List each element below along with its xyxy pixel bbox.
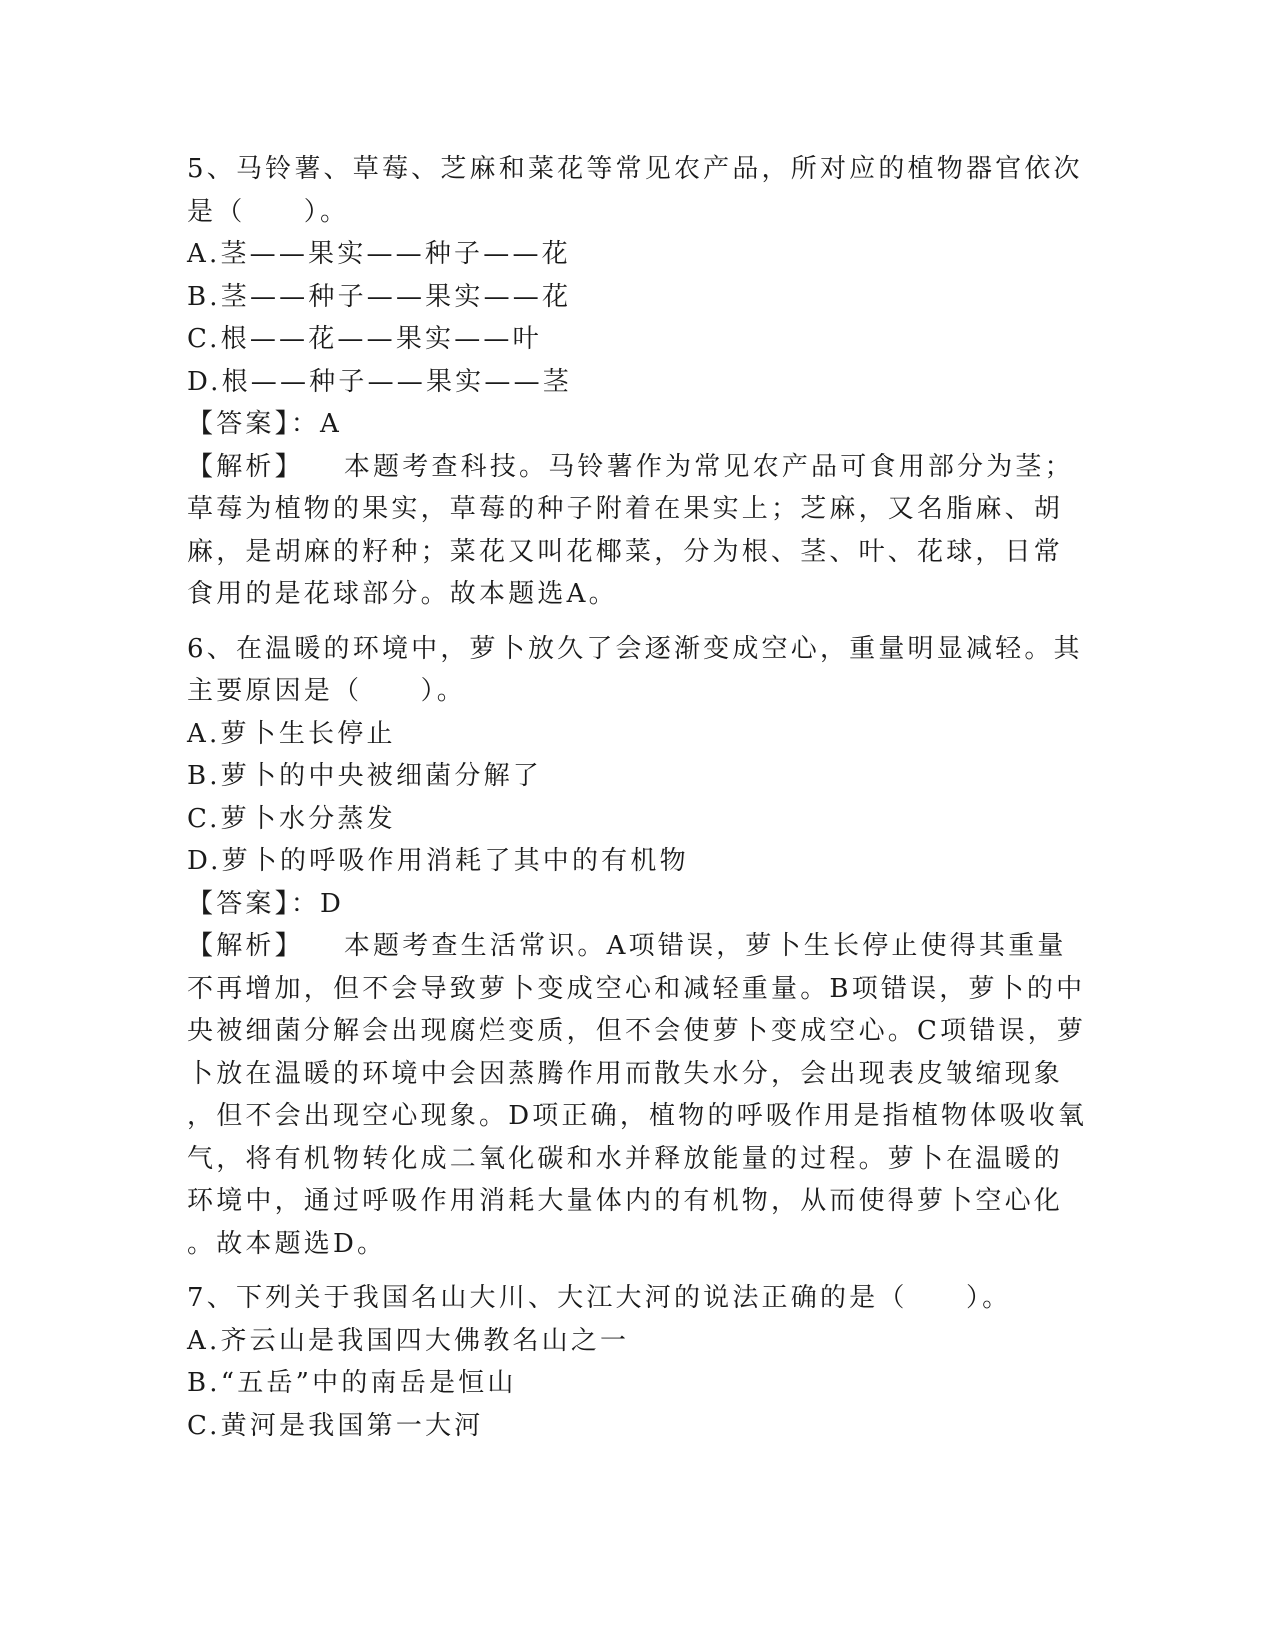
analysis-line bbox=[187, 925, 1087, 968]
option-b: B.萝卜的中央被细菌分解了 bbox=[187, 761, 542, 791]
option-b: B.“五岳”中的南岳是恒山 bbox=[187, 1368, 517, 1398]
analysis-line: 央被细菌分解会出现腐烂变质，但不会使萝卜变成空心。C项错误，萝 bbox=[187, 1016, 1087, 1046]
answer-value: ：D bbox=[290, 888, 345, 919]
option-d: D.萝卜的呼吸作用消耗了其中的有机物 bbox=[187, 846, 689, 876]
analysis-label: 【解析】 bbox=[187, 451, 304, 482]
analysis-text: 本题考查科技。马铃薯作为常见农产品可食用部分为茎； bbox=[343, 451, 1074, 482]
analysis-line: 卜放在温暖的环境中会因蒸腾作用而散失水分，会出现表皮皱缩现象 bbox=[187, 1058, 1064, 1089]
option-c: C.萝卜水分蒸发 bbox=[187, 803, 396, 834]
analysis-label: 【解析】 bbox=[187, 931, 304, 961]
option-a: A.齐云山是我国四大佛教名山之一 bbox=[187, 1325, 630, 1356]
option-d: D.根——种子——果实——茎 bbox=[187, 366, 572, 397]
question-stem-line: 是（ ）。 bbox=[187, 196, 350, 227]
analysis-line: 食用的是花球部分。故本题选A。 bbox=[187, 579, 618, 609]
page-content bbox=[187, 148, 1087, 1459]
answer-label: 【答案】 bbox=[187, 888, 291, 919]
option-a: A.萝卜生长停止 bbox=[187, 718, 396, 749]
analysis-line: 草莓为植物的果实，草莓的种子附着在果实上；芝麻，又名脂麻、胡 bbox=[187, 494, 1064, 524]
question-7 bbox=[187, 1277, 1087, 1447]
analysis-line: 环境中，通过呼吸作用消耗大量体内的有机物，从而使得萝卜空心化 bbox=[187, 1186, 1064, 1216]
analysis-line: ，但不会出现空心现象。D项正确，植物的呼吸作用是指植物体吸收氧 bbox=[187, 1101, 1088, 1131]
option-b: B.茎——种子——果实——花 bbox=[187, 281, 572, 312]
analysis-line: 不再增加，但不会导致萝卜变成空心和减轻重量。B项错误，萝卜的中 bbox=[187, 973, 1086, 1004]
option-c: C.黄河是我国第一大河 bbox=[187, 1410, 484, 1441]
answer-line bbox=[187, 883, 1087, 926]
answer-label: 【答案】 bbox=[187, 409, 291, 439]
analysis-text: 本题考查生活常识。A项错误，萝卜生长停止使得其重量 bbox=[343, 931, 1067, 961]
analysis-line: 气，将有机物转化成二氧化碳和水并释放能量的过程。萝卜在温暖的 bbox=[187, 1143, 1064, 1174]
question-stem-line: 5、马铃薯、草莓、芝麻和菜花等常见农产品，所对应的植物器官依次 bbox=[187, 154, 1083, 184]
question-stem-line: 7、下列关于我国名山大川、大江大河的说法正确的是（ ）。 bbox=[187, 1283, 1012, 1313]
question-stem-line: 主要原因是（ ）。 bbox=[187, 676, 467, 706]
option-c: C.根——花——果实——叶 bbox=[187, 324, 542, 354]
option-a: A.茎——果实——种子——花 bbox=[187, 239, 571, 269]
analysis-line: 。故本题选D。 bbox=[187, 1228, 387, 1259]
question-6 bbox=[187, 628, 1087, 1266]
question-stem-line: 6、在温暖的环境中，萝卜放久了会逐渐变成空心，重量明显减轻。其 bbox=[187, 633, 1083, 664]
answer-value: ：A bbox=[290, 409, 342, 439]
analysis-line bbox=[187, 446, 1087, 489]
question-5 bbox=[187, 148, 1087, 616]
analysis-line: 麻，是胡麻的籽种；菜花又叫花椰菜，分为根、茎、叶、花球，日常 bbox=[187, 536, 1064, 567]
answer-line bbox=[187, 403, 1087, 446]
